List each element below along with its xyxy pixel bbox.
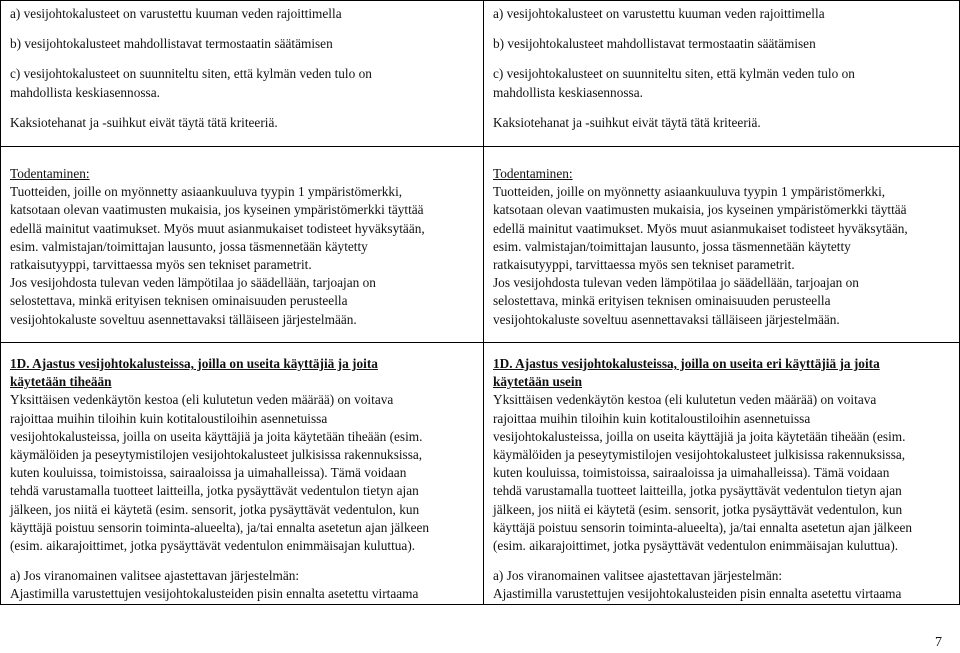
criteria-cell-right bbox=[484, 1, 960, 147]
criterion-a: a) vesijohtokalusteet on varustettu kuuman veden rajoittimella bbox=[493, 6, 825, 21]
proof-heading: Todentaminen: bbox=[493, 166, 573, 181]
criterion-c: c) vesijohtokalusteet on suunniteltu siten, että kylmän veden tulo on mahdollista keskiasennossa. bbox=[10, 66, 372, 100]
criterion-c: c) vesijohtokalusteet on suunniteltu siten, että kylmän veden tulo on mahdollista keskiasennossa. bbox=[493, 66, 855, 100]
page-number: 7 bbox=[935, 635, 942, 650]
table-row bbox=[1, 1, 960, 147]
criterion-b: b) vesijohtokalusteet mahdollistavat termostaatin säätämisen bbox=[10, 36, 333, 52]
table-row bbox=[1, 343, 960, 605]
proof-cell-right bbox=[484, 147, 960, 343]
criterion-b: b) vesijohtokalusteet mahdollistavat termostaatin säätämisen bbox=[493, 36, 816, 52]
proof-heading: Todentaminen: bbox=[10, 166, 90, 181]
criterion-note: Kaksiotehanat ja -suihkut eivät täytä tätä kriteeriä. bbox=[10, 114, 278, 130]
criterion-note: Kaksiotehanat ja -suihkut eivät täytä tätä kriteeriä. bbox=[493, 114, 761, 130]
timing-cell-right bbox=[484, 343, 960, 605]
criteria-cell-left bbox=[1, 1, 484, 147]
criterion-a: a) vesijohtokalusteet on varustettu kuuman veden rajoittimella bbox=[10, 6, 342, 21]
timing-text: Yksittäisen vedenkäytön kestoa (eli kulutetun veden määrää) on voitava rajoittaa muihin tiloihin kuin kotitalousti​loihin asennetuissa vesijohtokalusteissa, joilla on useita käyttäjiä ja joita käytetään tiheään (esim. käymälöiden ja peseytymistilojen vesijohtokalusteet julkisissa rakennuksissa, kuten kouluissa, toimistoissa, sairaaloissa ja uimahalleissa). Tämä voidaan tehdä varustamalla tuotteet laitteilla, jotka pysäyttävät vedentulon tietyn ajan jälkeen, jos niitä ei käytetä (esim. sensorit, jotka pysäyttävät vedentulon, kun käyttäjä poistuu sensorin toiminta-alueelta), ja/tai ennalta asetetun ajan jälkeen (esim. aikarajoittimet, jotka pysäyttävät vedentulon enimmäisajan kuluttua). bbox=[10, 392, 430, 554]
proof-cell-left bbox=[1, 147, 484, 343]
timing-text: Yksittäisen vedenkäytön kestoa (eli kulutetun veden määrää) on voitava rajoittaa muihin tiloihin kuin kotitalousti​loihin asennetuissa vesijohtokalusteissa, joilla on useita käyttäjiä ja joita käytetään tiheään (esim. käymälöiden ja peseytymistilojen vesijohtokalusteet julkisissa rakennuksissa, kuten kouluissa, toimistoissa, sairaaloissa ja uimahalleissa). Tämä voidaan tehdä varustamalla tuotteet laitteilla, jotka pysäyttävät vedentulon tietyn ajan jälkeen, jos niitä ei käytetä (esim. sensorit, jotka pysäyttävät vedentulon, kun käyttäjä poistuu sensorin toiminta-alueelta), ja/tai ennalta asetetun ajan jälkeen (esim. aikarajoittimet, jotka pysäyttävät vedentulon enimmäisajan kuluttua). bbox=[493, 392, 913, 554]
section-title: 1D. Ajastus vesijohtokalusteissa, joilla on useita käyttäjiä ja joita käytetään tiheään bbox=[10, 356, 378, 390]
proof-text: Tuotteiden, joille on myönnetty asiaankuuluva tyypin 1 ympäristömerkki, katsotaan olevan vaatimusten mukaisia, jos kyseinen ympäristömerkki täyttää edellä mainitut vaatimukset. Myös muut asianmukaiset todisteet hyväksytään, esim. valmistajan/toimittajan lausunto, jossa täsmennetään käytetty ratkaisutyyppi, tarvittaessa myös sen tekniset parametrit. Jos vesijohdosta tulevan veden lämpötilaa jo säädellään, tarjoajan on selostettava, minkä erityisen teknisen ominaisuuden perusteella vesijohtokaluste soveltuu asennettavaksi tälläiseen järjestelmään. bbox=[493, 184, 908, 327]
option-a: a) Jos viranomainen valitsee ajastettavan järjestelmän: Ajastimilla varustettujen vesijohtokalusteiden pisin ennalta asetettu virtaama bbox=[493, 568, 902, 602]
proof-text: Tuotteiden, joille on myönnetty asiaankuuluva tyypin 1 ympäristömerkki, katsotaan olevan vaatimusten mukaisia, jos kyseinen ympäristömerkki täyttää edellä mainitut vaatimukset. Myös muut asianmukaiset todisteet hyväksytään, esim. valmistajan/toimittajan lausunto, jossa täsmennetään käytetty ratkaisutyyppi, tarvittaessa myös sen tekniset parametrit. Jos vesijohdosta tulevan veden lämpötilaa jo säädellään, tarjoajan on selostettava, minkä erityisen teknisen ominaisuuden perusteella vesijohtokaluste soveltuu asennettavaksi tälläiseen järjestelmään. bbox=[10, 184, 425, 327]
section-title: 1D. Ajastus vesijohtokalusteissa, joilla on useita eri käyttäjiä ja joita käytetään usein bbox=[493, 356, 880, 390]
table-row bbox=[1, 147, 960, 343]
option-a: a) Jos viranomainen valitsee ajastettavan järjestelmän: Ajastimilla varustettujen vesijohtokalusteiden pisin ennalta asetettu virtaama bbox=[10, 568, 419, 602]
timing-cell-left bbox=[1, 343, 484, 605]
